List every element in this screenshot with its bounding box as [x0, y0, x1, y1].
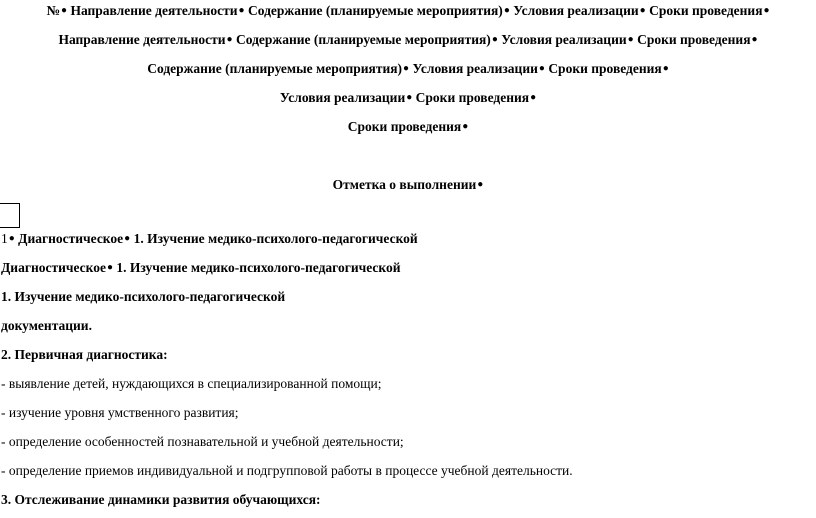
bullet-icon: ●: [106, 262, 114, 273]
header-direction: Направление деятельности: [58, 32, 226, 47]
bullet-icon: ●: [238, 5, 245, 16]
list-item: - определение особенностей познавательной и учебной деятельности;: [1, 434, 404, 449]
bullet-icon: ●: [538, 63, 545, 74]
header-mark-label: Отметка о выполнении: [332, 177, 477, 192]
header-terms: Сроки проведения: [649, 3, 763, 18]
direction-label: Диагностическое: [18, 231, 124, 246]
header-terms: Сроки проведения: [637, 32, 751, 47]
bullet-icon: ●: [530, 92, 537, 103]
empty-table-cell: [0, 203, 20, 228]
content-item: 1. Изучение медико-психолого-педагогической: [1, 289, 286, 304]
header-conditions: Условия реализации: [513, 3, 639, 18]
bullet-icon: ●: [751, 34, 758, 45]
list-item: - изучение уровня умственного развития;: [1, 405, 239, 420]
direction-label: Диагностическое: [1, 260, 106, 275]
bullet-icon: ●: [491, 34, 498, 45]
bullet-icon: ●: [403, 63, 410, 74]
bullet-icon: ●: [503, 5, 510, 16]
body-row-1: [1, 231, 418, 247]
header-row-5: [0, 119, 816, 135]
header-row-3: [0, 61, 816, 77]
header-number: №: [46, 3, 61, 18]
row-number: 1: [1, 231, 8, 246]
bullet-icon: ●: [406, 92, 413, 103]
header-conditions: Условия реализации: [501, 32, 627, 47]
list-item: - выявление детей, нуждающихся в специализированной помощи;: [1, 376, 382, 391]
section-heading: 3. Отслеживание динамики развития обучающихся:: [1, 492, 321, 507]
header-terms: Сроки проведения: [347, 119, 462, 134]
bullet-icon: ●: [462, 121, 469, 132]
header-direction: Направление деятельности: [70, 3, 238, 18]
header-conditions: Условия реализации: [279, 90, 406, 105]
header-content: Содержание (планируемые мероприятия): [235, 32, 491, 47]
bullet-icon: ●: [639, 5, 646, 16]
content-item-continuation: документации.: [1, 318, 92, 333]
header-row-1: [0, 3, 816, 19]
bullet-icon: ●: [124, 233, 131, 244]
header-conditions: Условия реализации: [412, 61, 538, 76]
list-item: - определение приемов индивидуальной и подгрупповой работы в процессе учебной деятельности.: [1, 463, 573, 478]
section-heading: 2. Первичная диагностика:: [1, 347, 168, 362]
header-content: Содержание (планируемые мероприятия): [247, 3, 503, 18]
header-row-4: [0, 90, 816, 106]
bullet-icon: ●: [61, 5, 68, 16]
header-row-2: [0, 32, 816, 48]
header-terms: Сроки проведения: [415, 90, 530, 105]
header-mark: [0, 177, 816, 193]
header-terms: Сроки проведения: [548, 61, 662, 76]
bullet-icon: ●: [226, 34, 233, 45]
body-row-2: [1, 260, 401, 276]
bullet-icon: ●: [662, 63, 669, 74]
bullet-icon: ●: [627, 34, 634, 45]
bullet-icon: ●: [477, 179, 484, 190]
content-item: 1. Изучение медико-психолого-педагогической: [116, 260, 401, 275]
bullet-icon: ●: [763, 5, 770, 16]
header-content: Содержание (планируемые мероприятия): [147, 61, 403, 76]
bullet-icon: ●: [8, 233, 15, 244]
content-item: 1. Изучение медико-психолого-педагогической: [133, 231, 418, 246]
